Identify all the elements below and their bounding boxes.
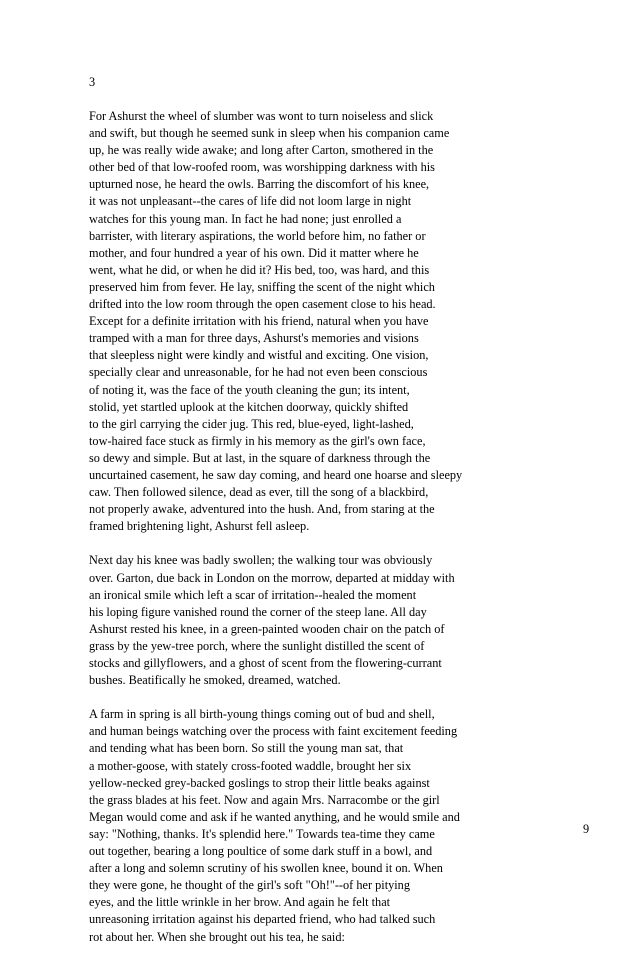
text-line: caw. Then followed silence, dead as ever, till the song of a blackbird, — [89, 485, 429, 500]
chapter-number: 3 — [89, 75, 96, 89]
text-line: barrister, with literary aspirations, the world before him, no father or — [89, 228, 426, 243]
text-line: his loping figure vanished round the corner of the steep lane. All day — [89, 604, 427, 619]
text-line: and swift, but though he seemed sunk in sleep when his companion came — [89, 126, 450, 141]
text-line: watches for this young man. In fact he had none; just enrolled a — [89, 211, 402, 226]
text-line: unreasoning irritation against his departed friend, who had talked such — [89, 912, 436, 927]
text-line: tow-haired face stuck as firmly in his memory as the girl's own face, — [89, 433, 426, 448]
text-line: to the girl carrying the cider jug. This red, blue-eyed, light-lashed, — [89, 416, 414, 431]
text-line: say: "Nothing, thanks. It's splendid here." Towards tea-time they came — [89, 826, 435, 841]
text-line: an ironical smile which left a scar of irritation--healed the moment — [89, 587, 417, 602]
paragraph — [89, 706, 629, 945]
text-line: eyes, and the little wrinkle in her brow. And again he felt that — [89, 895, 391, 910]
text-line: yellow-necked grey-backed goslings to strop their little beaks against — [89, 775, 430, 790]
text-line: that sleepless night were kindly and wistful and exciting. One vision, — [89, 348, 429, 363]
text-line: drifted into the low room through the open casement close to his head. — [89, 297, 436, 312]
text-line: framed brightening light, Ashurst fell asleep. — [89, 519, 310, 534]
text-line: rot about her. When she brought out his tea, he said: — [89, 929, 345, 944]
text-line: mother, and four hundred a year of his own. Did it matter where he — [89, 245, 419, 260]
text-line: other bed of that low-roofed room, was worshipping darkness with his — [89, 160, 435, 175]
text-line: stocks and gillyflowers, and a ghost of scent from the flowering-currant — [89, 656, 442, 670]
text-line: preserved him from fever. He lay, sniffing the scent of the night which — [89, 279, 435, 294]
text-line: Except for a definite irritation with his friend, natural when you have — [89, 314, 429, 329]
text-line: of noting it, was the face of the youth cleaning the gun; its intent, — [89, 382, 410, 397]
paragraph — [89, 552, 629, 689]
text-line: the grass blades at his feet. Now and again Mrs. Narracombe or the girl — [89, 792, 440, 807]
text-line: upturned nose, he heard the owls. Barring the discomfort of his knee, — [89, 177, 430, 192]
body-text — [89, 108, 629, 963]
text-line: Ashurst rested his knee, in a green-painted wooden chair on the patch of — [89, 621, 445, 636]
text-line: Next day his knee was badly swollen; the walking tour was obviously — [89, 553, 433, 568]
text-line: out together, bearing a long poultice of some dark stuff in a bowl, and — [89, 844, 433, 859]
text-line: they were gone, he thought of the girl's soft "Oh!"--of her pitying — [89, 878, 410, 893]
text-line: a mother-goose, with stately cross-footed waddle, brought her six — [89, 758, 412, 773]
text-line: A farm in spring is all birth-young things coming out of bud and shell, — [89, 707, 435, 722]
text-line: Megan would come and ask if he wanted anything, and he would smile and — [89, 809, 460, 824]
text-line: uncurtained casement, he saw day coming, and heard one hoarse and sleepy — [89, 467, 463, 482]
text-line: stolid, yet startled uplook at the kitchen doorway, quickly shifted — [89, 399, 409, 414]
text-line: up, he was really wide awake; and long after Carton, smothered in the — [89, 143, 434, 158]
text-line: tramped with a man for three days, Ashurst's memories and visions — [89, 331, 419, 346]
text-line: after a long and solemn scrutiny of his swollen knee, bound it on. When — [89, 861, 443, 876]
text-line: and human beings watching over the process with faint excitement feeding — [89, 724, 458, 739]
text-line: grass by the yew-tree porch, where the sunlight distilled the scent of — [89, 638, 425, 653]
text-line: went, what he did, or when he did it? His bed, too, was hard, and this — [89, 262, 430, 277]
text-line: bushes. Beatifically he smoked, dreamed, watched. — [89, 673, 341, 688]
paragraph — [89, 108, 629, 535]
page-number: 9 — [583, 822, 590, 836]
text-line: not properly awake, adventured into the hush. And, from staring at the — [89, 502, 435, 517]
text-line: over. Garton, due back in London on the morrow, departed at midday with — [89, 570, 455, 585]
text-line: specially clear and unreasonable, for he had not even been conscious — [89, 365, 428, 380]
text-line: and tending what has been born. So still the young man sat, that — [89, 741, 404, 756]
text-line: it was not unpleasant--the cares of life did not loom large in night — [89, 194, 412, 209]
text-line: For Ashurst the wheel of slumber was wont to turn noiseless and slick — [89, 109, 434, 123]
text-line: so dewy and simple. But at last, in the square of darkness through the — [89, 450, 431, 465]
